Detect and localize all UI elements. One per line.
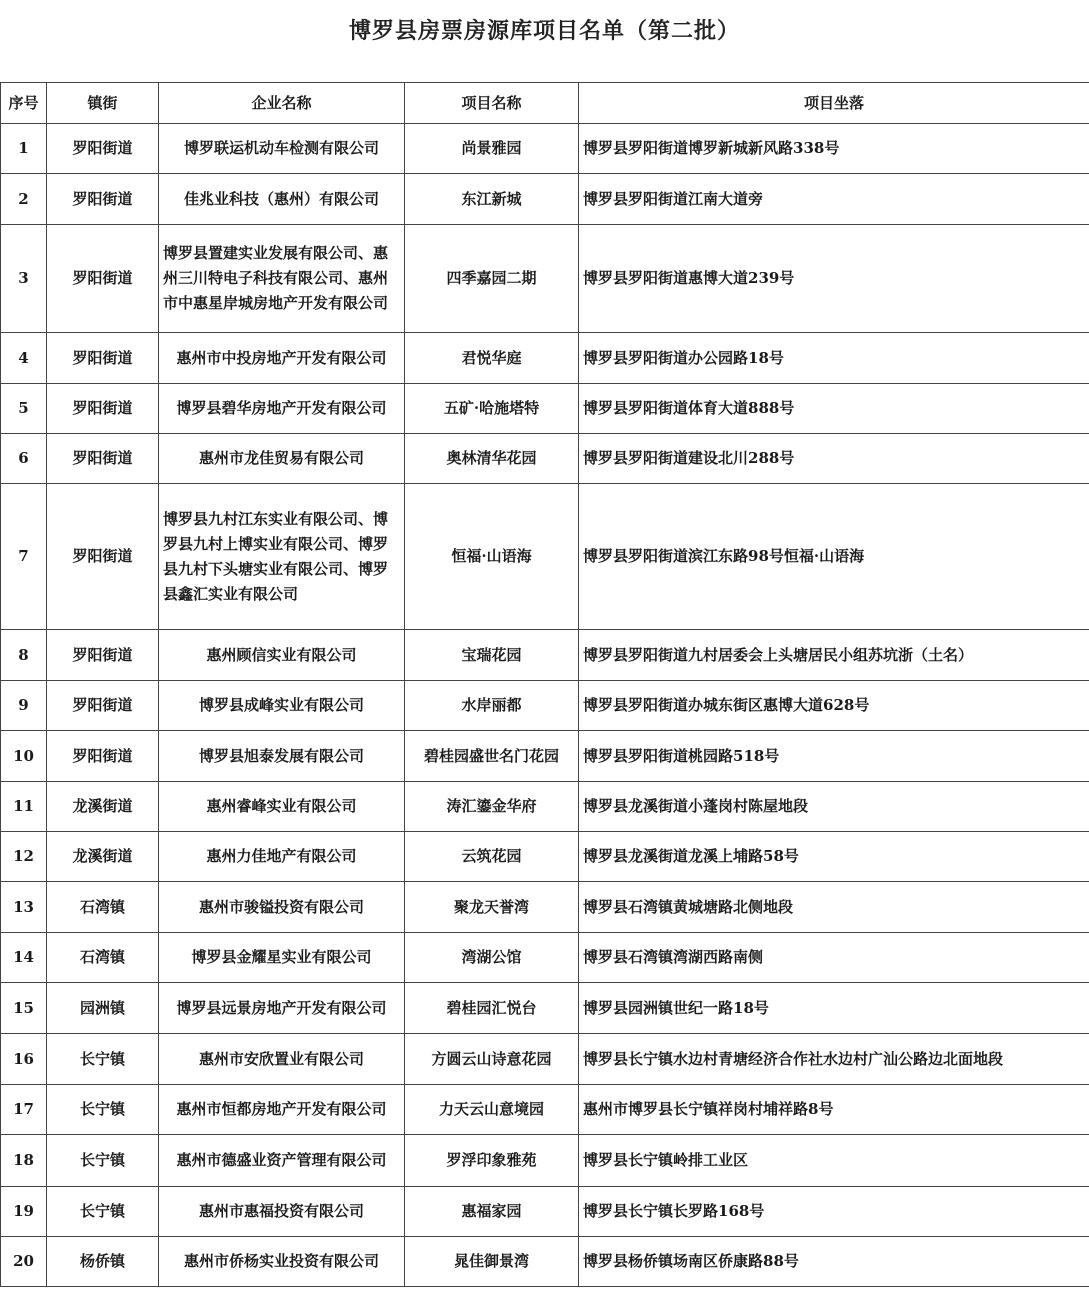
table-row xyxy=(1,124,1089,174)
table-body xyxy=(1,124,1089,1287)
row-project: 五矿·哈施塔特 xyxy=(405,384,579,434)
row-company: 惠州市安欣置业有限公司 xyxy=(159,1034,405,1085)
row-number: 1 xyxy=(1,124,47,174)
row-address: 博罗县罗阳街道博罗新城新风路338号 xyxy=(579,124,1089,174)
table-row xyxy=(1,1237,1089,1287)
table-row xyxy=(1,832,1089,882)
row-company: 惠州睿峰实业有限公司 xyxy=(159,782,405,832)
row-number: 20 xyxy=(1,1237,47,1287)
row-town: 龙溪街道 xyxy=(47,832,159,882)
row-number: 7 xyxy=(1,484,47,630)
row-number: 13 xyxy=(1,882,47,933)
row-number: 8 xyxy=(1,630,47,681)
row-company: 博罗县碧华房地产开发有限公司 xyxy=(159,384,405,434)
row-address: 博罗县龙溪街道小蓬岗村陈屋地段 xyxy=(579,782,1089,832)
row-town: 罗阳街道 xyxy=(47,384,159,434)
row-town: 石湾镇 xyxy=(47,933,159,983)
row-town: 龙溪街道 xyxy=(47,782,159,832)
row-number: 14 xyxy=(1,933,47,983)
row-number: 15 xyxy=(1,983,47,1034)
header-no: 序号 xyxy=(1,83,47,124)
row-company-text: 博罗县置建实业发展有限公司、惠州三川特电子科技有限公司、惠州市中惠星岸城房地产开发有限公司 xyxy=(163,244,389,312)
row-project: 东江新城 xyxy=(405,174,579,225)
row-company-text: 博罗县九村江东实业有限公司、博罗县九村上博实业有限公司、博罗县九村下头塘实业有限公司、博罗县鑫汇实业有限公司 xyxy=(163,509,389,603)
table-row xyxy=(1,225,1089,333)
row-company: 惠州市惠福投资有限公司 xyxy=(159,1187,405,1237)
row-address: 博罗县长宁镇岭排工业区 xyxy=(579,1135,1089,1187)
project-list-table xyxy=(0,82,1089,1287)
row-town: 罗阳街道 xyxy=(47,225,159,333)
row-address: 博罗县园洲镇世纪一路18号 xyxy=(579,983,1089,1034)
table-row xyxy=(1,882,1089,933)
row-project: 碧桂园盛世名门花园 xyxy=(405,731,579,782)
row-address: 博罗县石湾镇黄城塘路北侧地段 xyxy=(579,882,1089,933)
row-number: 18 xyxy=(1,1135,47,1187)
row-project: 涛汇鎏金华府 xyxy=(405,782,579,832)
row-company: 惠州顾信实业有限公司 xyxy=(159,630,405,681)
row-project: 晁佳御景湾 xyxy=(405,1237,579,1287)
table-row xyxy=(1,933,1089,983)
table-header-row xyxy=(1,83,1089,124)
row-number: 4 xyxy=(1,333,47,384)
row-town: 长宁镇 xyxy=(47,1135,159,1187)
row-company xyxy=(159,225,405,333)
row-project: 罗浮印象雅苑 xyxy=(405,1135,579,1187)
row-company-text: 惠州市德盛业资产管理有限公司 xyxy=(176,1151,387,1169)
table-row xyxy=(1,484,1089,630)
row-number: 19 xyxy=(1,1187,47,1237)
row-address: 博罗县罗阳街道惠博大道239号 xyxy=(579,225,1089,333)
row-town: 园洲镇 xyxy=(47,983,159,1034)
row-address: 博罗县罗阳街道建设北川288号 xyxy=(579,434,1089,484)
row-project: 水岸丽都 xyxy=(405,681,579,731)
row-address: 博罗县杨侨镇场南区侨康路88号 xyxy=(579,1237,1089,1287)
row-town: 罗阳街道 xyxy=(47,630,159,681)
table-row xyxy=(1,782,1089,832)
header-company: 企业名称 xyxy=(159,83,405,124)
row-number: 11 xyxy=(1,782,47,832)
row-town: 长宁镇 xyxy=(47,1187,159,1237)
row-company: 惠州市骏镒投资有限公司 xyxy=(159,882,405,933)
row-town: 罗阳街道 xyxy=(47,333,159,384)
table-row xyxy=(1,1085,1089,1135)
row-address: 博罗县罗阳街道九村居委会上头塘居民小组苏坑浙（土名） xyxy=(579,630,1089,681)
row-address: 博罗县罗阳街道办城东街区惠博大道628号 xyxy=(579,681,1089,731)
row-company: 博罗县旭泰发展有限公司 xyxy=(159,731,405,782)
row-town: 石湾镇 xyxy=(47,882,159,933)
row-company xyxy=(159,484,405,630)
header-address: 项目坐落 xyxy=(579,83,1089,124)
row-address: 惠州市博罗县长宁镇祥岗村埔祥路8号 xyxy=(579,1085,1089,1135)
row-company: 惠州市恒都房地产开发有限公司 xyxy=(159,1085,405,1135)
row-project: 云筑花园 xyxy=(405,832,579,882)
row-project: 力天云山意境园 xyxy=(405,1085,579,1135)
row-town: 杨侨镇 xyxy=(47,1237,159,1287)
row-town: 罗阳街道 xyxy=(47,124,159,174)
row-company: 博罗县成峰实业有限公司 xyxy=(159,681,405,731)
header-project: 项目名称 xyxy=(405,83,579,124)
row-project: 方圆云山诗意花园 xyxy=(405,1034,579,1085)
row-company: 佳兆业科技（惠州）有限公司 xyxy=(159,174,405,225)
row-project: 奥林清华花园 xyxy=(405,434,579,484)
row-company: 博罗联运机动车检测有限公司 xyxy=(159,124,405,174)
row-address: 博罗县罗阳街道滨江东路98号恒福·山语海 xyxy=(579,484,1089,630)
row-project: 四季嘉园二期 xyxy=(405,225,579,333)
row-number: 6 xyxy=(1,434,47,484)
row-company: 惠州市龙佳贸易有限公司 xyxy=(159,434,405,484)
row-project: 湾湖公馆 xyxy=(405,933,579,983)
row-project: 恒福·山语海 xyxy=(405,484,579,630)
table-row xyxy=(1,731,1089,782)
row-company: 惠州力佳地产有限公司 xyxy=(159,832,405,882)
row-company: 惠州市侨杨实业投资有限公司 xyxy=(159,1237,405,1287)
page-title: 博罗县房票房源库项目名单（第二批） xyxy=(348,18,740,44)
table-row xyxy=(1,333,1089,384)
row-company: 博罗县金耀星实业有限公司 xyxy=(159,933,405,983)
row-address: 博罗县罗阳街道体育大道888号 xyxy=(579,384,1089,434)
row-company xyxy=(159,1135,405,1187)
row-address: 博罗县长宁镇长罗路168号 xyxy=(579,1187,1089,1237)
row-address: 博罗县罗阳街道桃园路518号 xyxy=(579,731,1089,782)
row-project: 宝瑞花园 xyxy=(405,630,579,681)
row-town: 罗阳街道 xyxy=(47,174,159,225)
row-number: 12 xyxy=(1,832,47,882)
row-town: 长宁镇 xyxy=(47,1034,159,1085)
row-company: 博罗县远景房地产开发有限公司 xyxy=(159,983,405,1034)
table-row xyxy=(1,983,1089,1034)
table-row xyxy=(1,1135,1089,1187)
table-row xyxy=(1,174,1089,225)
row-project: 惠福家园 xyxy=(405,1187,579,1237)
row-address: 博罗县长宁镇水边村青塘经济合作社水边村广汕公路边北面地段 xyxy=(579,1034,1089,1085)
row-number: 5 xyxy=(1,384,47,434)
table-row xyxy=(1,681,1089,731)
table-row xyxy=(1,384,1089,434)
row-town: 罗阳街道 xyxy=(47,484,159,630)
row-town: 罗阳街道 xyxy=(47,681,159,731)
row-address: 博罗县罗阳街道江南大道旁 xyxy=(579,174,1089,225)
row-project: 碧桂园汇悦台 xyxy=(405,983,579,1034)
row-number: 9 xyxy=(1,681,47,731)
row-number: 17 xyxy=(1,1085,47,1135)
row-company: 惠州市中投房地产开发有限公司 xyxy=(159,333,405,384)
row-project: 君悦华庭 xyxy=(405,333,579,384)
table-row xyxy=(1,434,1089,484)
row-project: 聚龙天誉湾 xyxy=(405,882,579,933)
row-town: 长宁镇 xyxy=(47,1085,159,1135)
row-project: 尚景雅园 xyxy=(405,124,579,174)
row-number: 10 xyxy=(1,731,47,782)
row-town: 罗阳街道 xyxy=(47,434,159,484)
header-town: 镇街 xyxy=(47,83,159,124)
row-town: 罗阳街道 xyxy=(47,731,159,782)
row-address: 博罗县石湾镇湾湖西路南侧 xyxy=(579,933,1089,983)
table-row xyxy=(1,1187,1089,1237)
table-row xyxy=(1,630,1089,681)
table-row xyxy=(1,1034,1089,1085)
row-address: 博罗县龙溪街道龙溪上埔路58号 xyxy=(579,832,1089,882)
row-number: 2 xyxy=(1,174,47,225)
row-number: 3 xyxy=(1,225,47,333)
row-number: 16 xyxy=(1,1034,47,1085)
row-address: 博罗县罗阳街道办公园路18号 xyxy=(579,333,1089,384)
